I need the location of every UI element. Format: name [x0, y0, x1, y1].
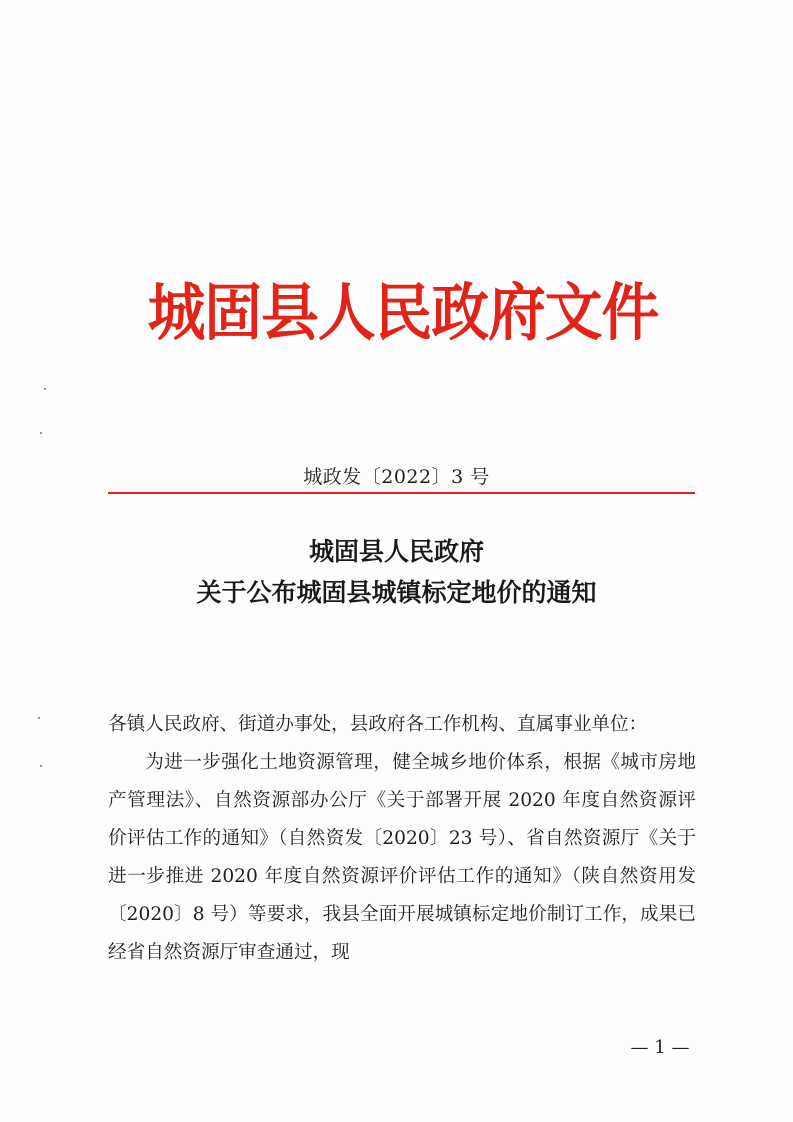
red-divider-line [108, 492, 695, 494]
scan-speck [40, 432, 42, 434]
masthead-title: 城固县人民政府文件 [147, 276, 659, 349]
scan-speck [40, 765, 42, 767]
page-number: — 1 — [630, 1037, 690, 1058]
salutation: 各镇人民政府、街道办事处，县政府各工作机构、直属事业单位： [108, 714, 648, 735]
scan-speck [44, 388, 46, 390]
document-number: 城政发〔2022〕3 号 [303, 466, 490, 488]
body-paragraph: 为进一步强化土地资源管理，健全城乡地价体系，根据《城市房地产管理法》、自然资源部办公厅《关于部署开展 2020 年度自然资源评价评估工作的通知》（自然资发〔2020〕23 号）、省自然资源厅《关于进一步推进 2020 年度自然资源评价评估工作的通知》（陕自然资用发〔2020〕8 号）等要求，我县全面开展城镇标定地价制订工作，成果已经省自然资源厅审查通过，现 [108, 752, 696, 963]
scan-speck [38, 717, 40, 719]
document-body [108, 706, 696, 972]
document-title-line-2: 关于公布城固县城镇标定地价的通知 [196, 578, 597, 607]
document-title-line-1: 城固县人民政府 [308, 537, 484, 566]
